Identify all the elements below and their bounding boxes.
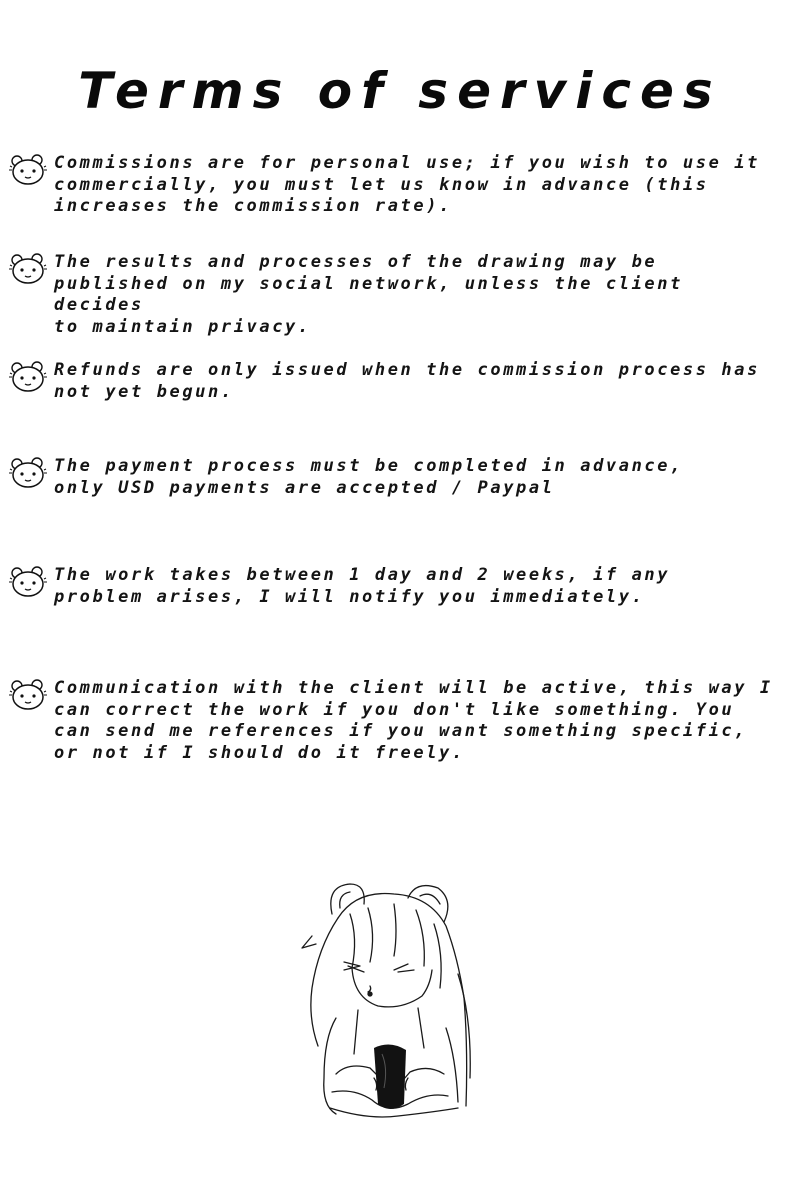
bear-face-icon	[8, 678, 48, 712]
bear-face-icon	[8, 153, 48, 187]
character-drawing	[298, 878, 484, 1124]
page-title: Terms of services	[78, 61, 722, 120]
term-text: The work takes between 1 day and 2 weeks, if any problem arises, I will notify you immediately.	[54, 565, 671, 607]
bear-face-icon	[8, 456, 48, 490]
term-text: The results and processes of the drawing may be published on my social network, unless the client decides to maintain privacy.	[54, 252, 683, 337]
term-text: The payment process must be completed in advance, only USD payments are accepted / Paypal	[54, 456, 683, 498]
bear-face-icon	[8, 360, 48, 394]
term-text: Communication with the client will be active, this way I can correct the work if you don't like something. You can send me references if you want something specific, or not if I should do it freely.	[54, 678, 773, 763]
bear-face-icon	[8, 565, 48, 599]
bear-face-icon	[8, 252, 48, 286]
term-text: Refunds are only issued when the commission process has not yet begun.	[54, 360, 760, 402]
term-text: Commissions are for personal use; if you wish to use it commercially, you must let us know in advance (this increases the commission rate).	[54, 153, 760, 216]
